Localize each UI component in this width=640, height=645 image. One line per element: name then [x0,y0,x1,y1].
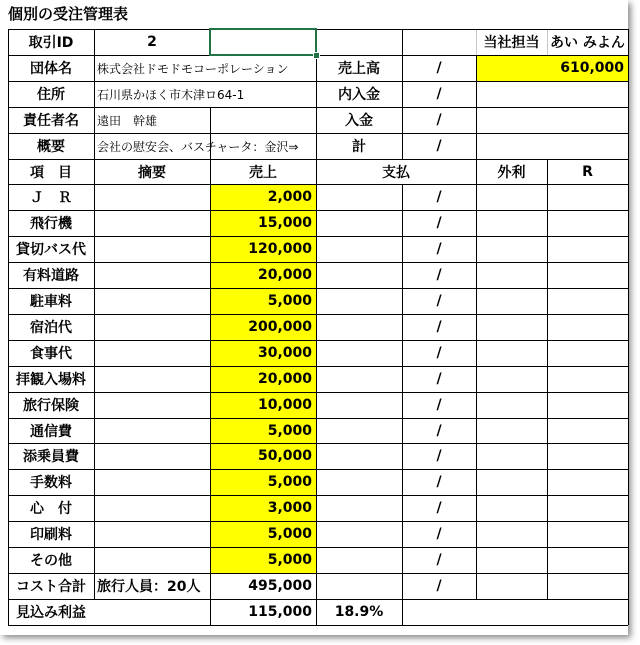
grid-line [8,495,628,496]
row-slash-8[interactable]: / [436,397,442,413]
header-item[interactable]: 項 目 [30,164,72,181]
row-item-11[interactable]: 手数料 [30,475,72,491]
row-slash-14[interactable]: / [436,552,442,568]
row-sales-5[interactable]: 200,000 [248,319,312,335]
address-label[interactable]: 住所 [37,87,65,103]
row-sales-6[interactable]: 30,000 [257,345,312,361]
row-item-8[interactable]: 旅行保険 [23,398,79,414]
grid-line [8,469,628,470]
row-slash-4[interactable]: / [436,293,442,309]
row-slash-9[interactable]: / [436,422,442,439]
row-slash-7[interactable]: / [436,371,442,387]
row-slash-2[interactable]: / [436,241,442,257]
grid-line [628,29,629,625]
header-sales[interactable]: 売上 [249,164,277,181]
receipt-label[interactable]: 入金 [345,113,373,129]
row-item-14[interactable]: その他 [30,553,72,569]
sales-total-value[interactable]: 610,000 [560,60,624,76]
row-sales-11[interactable]: 5,000 [267,474,312,490]
total-slash[interactable]: / [436,138,442,154]
row-item-7[interactable]: 拝観入場料 [16,372,86,388]
row-sales-1[interactable]: 15,000 [257,215,312,231]
row-sales-4[interactable]: 5,000 [267,293,312,309]
cost-total-value[interactable]: 495,000 [248,578,312,594]
row-slash-12[interactable]: / [436,500,442,516]
manager-value[interactable]: 遠田 幹雄 [97,113,158,128]
travelers-value[interactable]: 旅行人員：20人 [97,579,201,595]
row-sales-0[interactable]: 2,000 [267,189,312,205]
grid-line [8,366,628,367]
grid-line [402,29,403,55]
org-label[interactable]: 団体名 [30,61,72,77]
org-value[interactable]: 株式会社ドモドモコーポレーション [97,61,289,76]
profit-rate[interactable]: 18.9% [334,604,384,620]
receipt-slash[interactable]: / [436,112,442,128]
row-item-2[interactable]: 貸切バス代 [16,242,86,258]
row-sales-12[interactable]: 3,000 [267,500,312,516]
grid-line [8,288,628,289]
cost-total-slash[interactable]: / [436,578,442,594]
grid-line [8,443,628,444]
row-slash-13[interactable]: / [436,526,442,542]
row-slash-10[interactable]: / [436,448,442,464]
sales-total-slash[interactable]: / [436,60,442,76]
grid-line [547,159,548,599]
header-memo[interactable]: 摘要 [138,164,166,181]
row-sales-2[interactable]: 120,000 [248,241,312,257]
profit-label[interactable]: 見込み利益 [16,605,86,621]
active-cell-selection[interactable] [209,28,317,56]
row-slash-6[interactable]: / [436,345,442,361]
header-payment[interactable]: 支払 [382,164,410,181]
row-item-13[interactable]: 印刷料 [30,527,72,543]
row-slash-11[interactable]: / [436,474,442,490]
id-label[interactable]: 取引ID [28,35,74,51]
row-item-5[interactable]: 宿泊代 [30,320,72,336]
header-extra[interactable]: 外利 [497,164,526,181]
address-value[interactable]: 石川県かほく市木津ロ64-1 [97,87,245,102]
grid-line [8,521,628,522]
staff-value[interactable]: あい みよん [550,35,625,51]
grid-line [8,262,628,263]
row-sales-7[interactable]: 20,000 [257,371,312,387]
row-slash-5[interactable]: / [436,319,442,335]
row-item-12[interactable]: 心 付 [30,501,72,517]
row-sales-14[interactable]: 5,000 [267,552,312,568]
row-item-3[interactable]: 有料道路 [23,268,79,284]
sales-total-label[interactable]: 売上高 [338,61,380,77]
cost-total-label[interactable]: コスト合計 [16,579,86,595]
grid-line [8,210,628,211]
row-sales-3[interactable]: 20,000 [257,267,312,283]
total-label[interactable]: 計 [352,139,366,155]
summary-label[interactable]: 概要 [37,139,65,155]
row-item-1[interactable]: 飛行機 [30,216,72,232]
row-item-0[interactable]: Ｊ Ｒ [30,190,72,206]
row-slash-3[interactable]: / [436,267,442,283]
summary-value[interactable]: 会社の慰安会、バスチャータ：金沢⇒ [97,139,299,154]
grid-line [8,392,628,393]
row-item-10[interactable]: 添乗員費 [23,449,79,465]
row-sales-13[interactable]: 5,000 [267,526,312,542]
row-slash-0[interactable]: / [436,189,442,205]
sheet-title: 個別の受注管理表 [8,5,129,23]
row-sales-9[interactable]: 5,000 [267,422,312,439]
grid-line [8,418,628,419]
row-sales-10[interactable]: 50,000 [257,448,312,464]
staff-label[interactable]: 当社担当 [483,35,540,51]
deposit-label[interactable]: 内入金 [338,87,380,103]
id-value[interactable]: 2 [147,34,157,50]
manager-label[interactable]: 責任者名 [23,113,79,129]
row-item-6[interactable]: 食事代 [30,346,72,362]
row-item-4[interactable]: 駐車料 [30,294,72,310]
deposit-slash[interactable]: / [436,86,442,102]
grid-line [8,547,628,548]
row-sales-8[interactable]: 10,000 [257,397,312,413]
grid-line [8,314,628,315]
header-r[interactable]: R [582,163,593,180]
row-slash-1[interactable]: / [436,215,442,231]
grid-line [8,340,628,341]
row-item-9[interactable]: 通信費 [30,423,72,440]
profit-value[interactable]: 115,000 [248,604,312,620]
grid-line [8,236,628,237]
